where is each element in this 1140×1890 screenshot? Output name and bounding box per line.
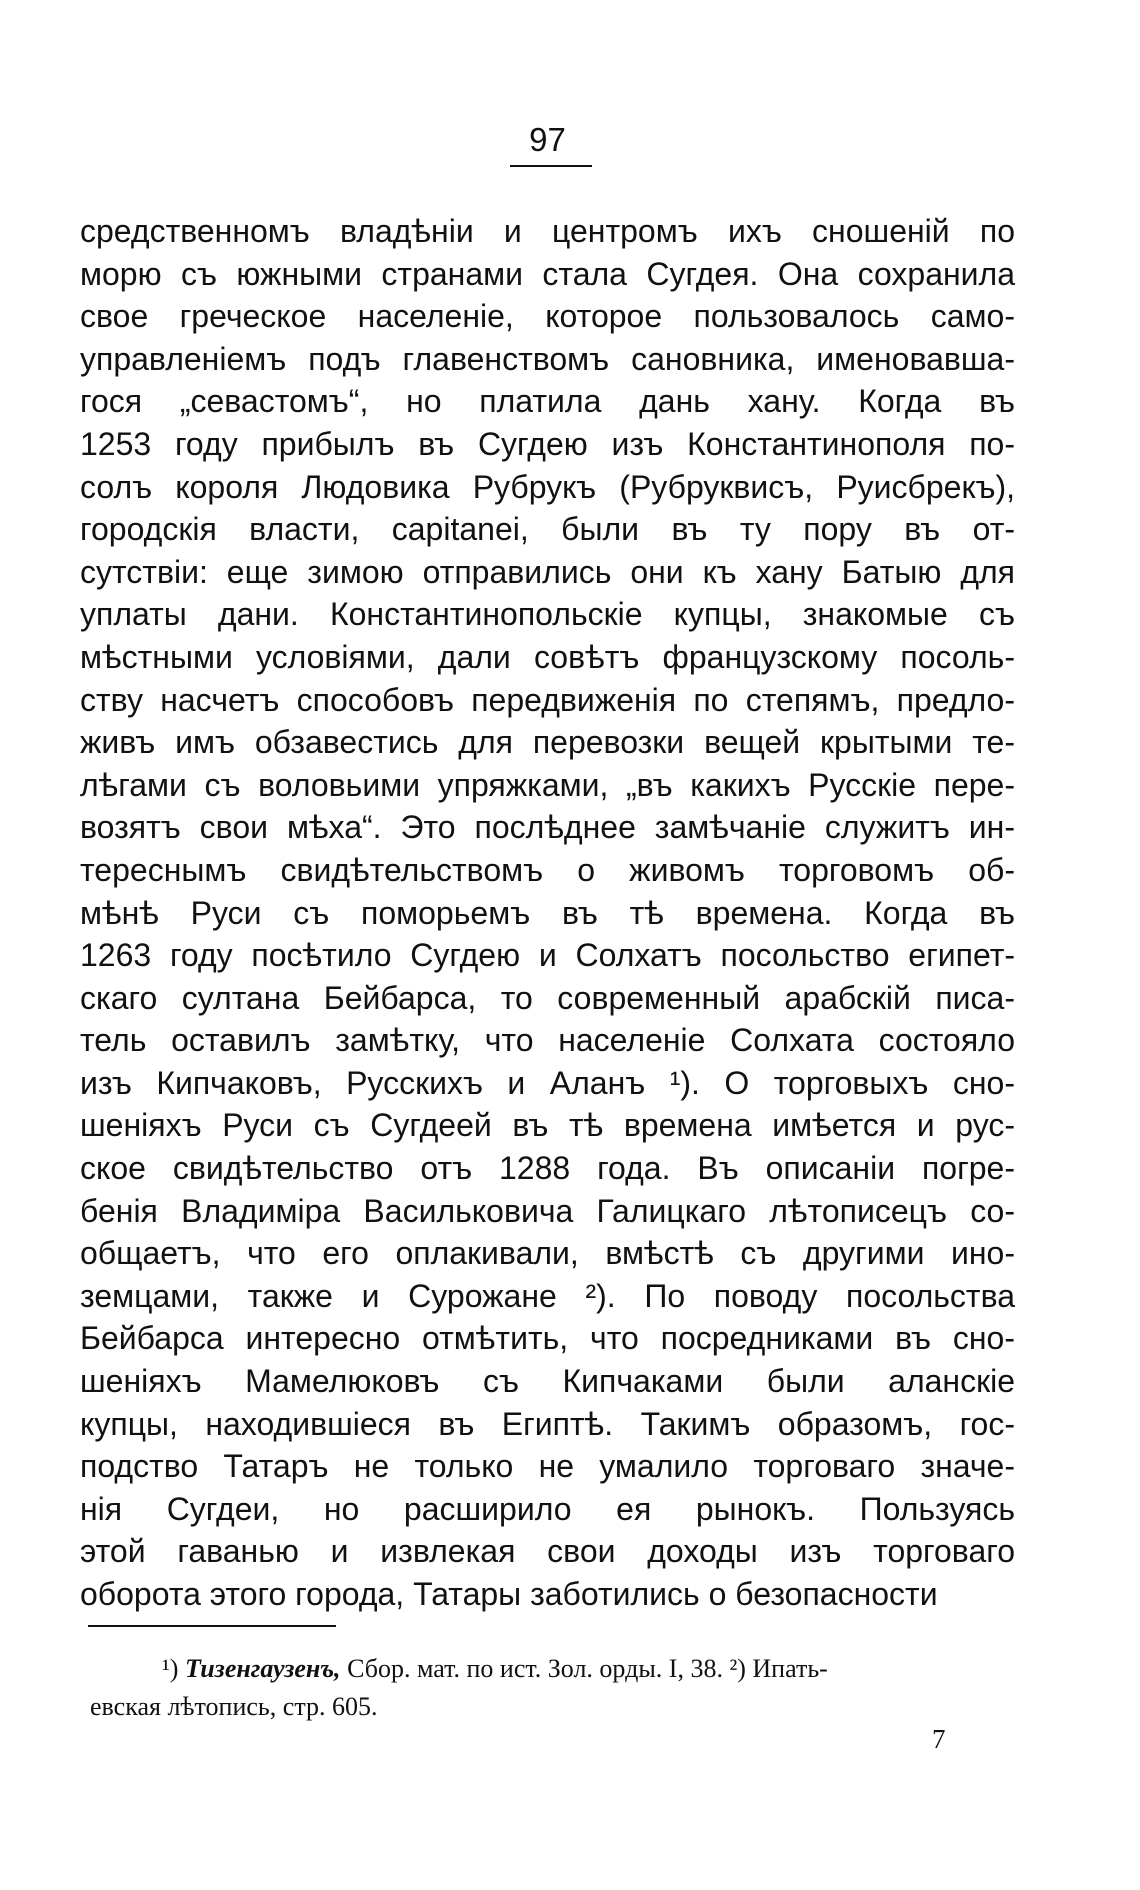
text-line: 1263 году посѣтило Сугдею и Солхатъ посольство египет- bbox=[80, 937, 1015, 974]
text-line: скаго султана Бейбарса, то современный арабскій писа- bbox=[80, 979, 1015, 1016]
text-line: бенія Владиміра Васильковича Галицкаго лѣтописецъ со- bbox=[80, 1192, 1015, 1229]
text-line: мѣстными условіями, дали совѣтъ французскому посоль- bbox=[80, 638, 1015, 675]
text-line: уплаты дани. Константинопольскіе купцы, знакомые съ bbox=[80, 596, 1015, 633]
text-line: общаетъ, что его оплакивали, вмѣстѣ съ другими ино- bbox=[80, 1235, 1015, 1272]
text-line: возятъ свои мѣха“. Это послѣднее замѣчаніе служитъ ин- bbox=[80, 809, 1015, 846]
text-line: подство Татаръ не только не умалило торговаго значе- bbox=[80, 1448, 1015, 1485]
main-paragraph bbox=[80, 210, 1015, 1616]
text-line: живъ имъ обзавестись для перевозки вещей крытыми те- bbox=[80, 724, 1015, 761]
footnote-line bbox=[90, 1650, 1016, 1688]
page-number-rule bbox=[510, 165, 592, 167]
text-line: гося „севастомъ“, но платила дань хану. Когда въ bbox=[80, 383, 1015, 420]
text-line: тель оставилъ замѣтку, что населеніе Солхата состояло bbox=[80, 1022, 1015, 1059]
text-line: тереснымъ свидѣтельствомъ о живомъ торговомъ об- bbox=[80, 851, 1015, 888]
footnote-author: Тизенгаузенъ, bbox=[184, 1654, 341, 1683]
text-line: солъ короля Людовика Рубрукъ (Рубруквисъ, Руисбрекъ), bbox=[80, 468, 1015, 505]
text-line: средственномъ владѣніи и центромъ ихъ сношеній по bbox=[80, 213, 1015, 249]
footnotes bbox=[90, 1650, 1016, 1726]
text-line: оборота этого города, Татары заботились о безопасности bbox=[80, 1576, 938, 1612]
text-line: мѣнѣ Руси съ поморьемъ въ тѣ времена. Когда въ bbox=[80, 894, 1015, 931]
footnote-marker: ¹) bbox=[162, 1654, 179, 1683]
page-number: 97 bbox=[529, 121, 566, 158]
text-line: управленіемъ подъ главенствомъ сановника, именовавша- bbox=[80, 340, 1015, 377]
text-line: изъ Кипчаковъ, Русскихъ и Аланъ ¹). О торговыхъ сно- bbox=[80, 1064, 1015, 1101]
footnote-text: Сбор. мат. по ист. Зол. орды. I, 38. ²) Ипать- bbox=[347, 1654, 828, 1683]
text-line: этой гаванью и извлекая свои доходы изъ торговаго bbox=[80, 1533, 1015, 1570]
text-line: шеніяхъ Мамелюковъ съ Кипчаками были аланскіе bbox=[80, 1363, 1015, 1400]
text-line: шеніяхъ Руси съ Сугдеей въ тѣ времена имѣется и рус- bbox=[80, 1107, 1015, 1144]
signature-mark: 7 bbox=[932, 1724, 946, 1754]
text-line: городскія власти, capitanei, были въ ту пору въ от- bbox=[80, 511, 1015, 548]
text-line: Бейбарса интересно отмѣтить, что посредниками въ сно- bbox=[80, 1320, 1015, 1357]
text-line: 1253 году прибылъ въ Сугдею изъ Константинополя по- bbox=[80, 425, 1015, 462]
text-line: ское свидѣтельство отъ 1288 года. Въ описаніи погре- bbox=[80, 1150, 1015, 1187]
text-line: свое греческое населеніе, которое пользовалось само- bbox=[80, 298, 1015, 335]
text-line: лѣгами съ воловьими упряжками, „въ какихъ Русскіе пере- bbox=[80, 766, 1015, 803]
footnote-separator bbox=[88, 1625, 336, 1627]
text-line: нія Сугдеи, но расширило ея рынокъ. Пользуясь bbox=[80, 1490, 1015, 1527]
text-line: морю съ южными странами стала Сугдея. Она сохранила bbox=[80, 255, 1015, 292]
text-line: купцы, находившіеся въ Египтѣ. Такимъ образомъ, гос- bbox=[80, 1405, 1015, 1442]
text-line: ству насчетъ способовъ передвиженія по степямъ, предло- bbox=[80, 681, 1015, 718]
text-line: сутствіи: еще зимою отправились они къ хану Батыю для bbox=[80, 553, 1015, 590]
text-line: земцами, также и Сурожане ²). По поводу посольства bbox=[80, 1277, 1015, 1314]
footnote-line: евская лѣтопись, стр. 605. bbox=[90, 1692, 378, 1721]
